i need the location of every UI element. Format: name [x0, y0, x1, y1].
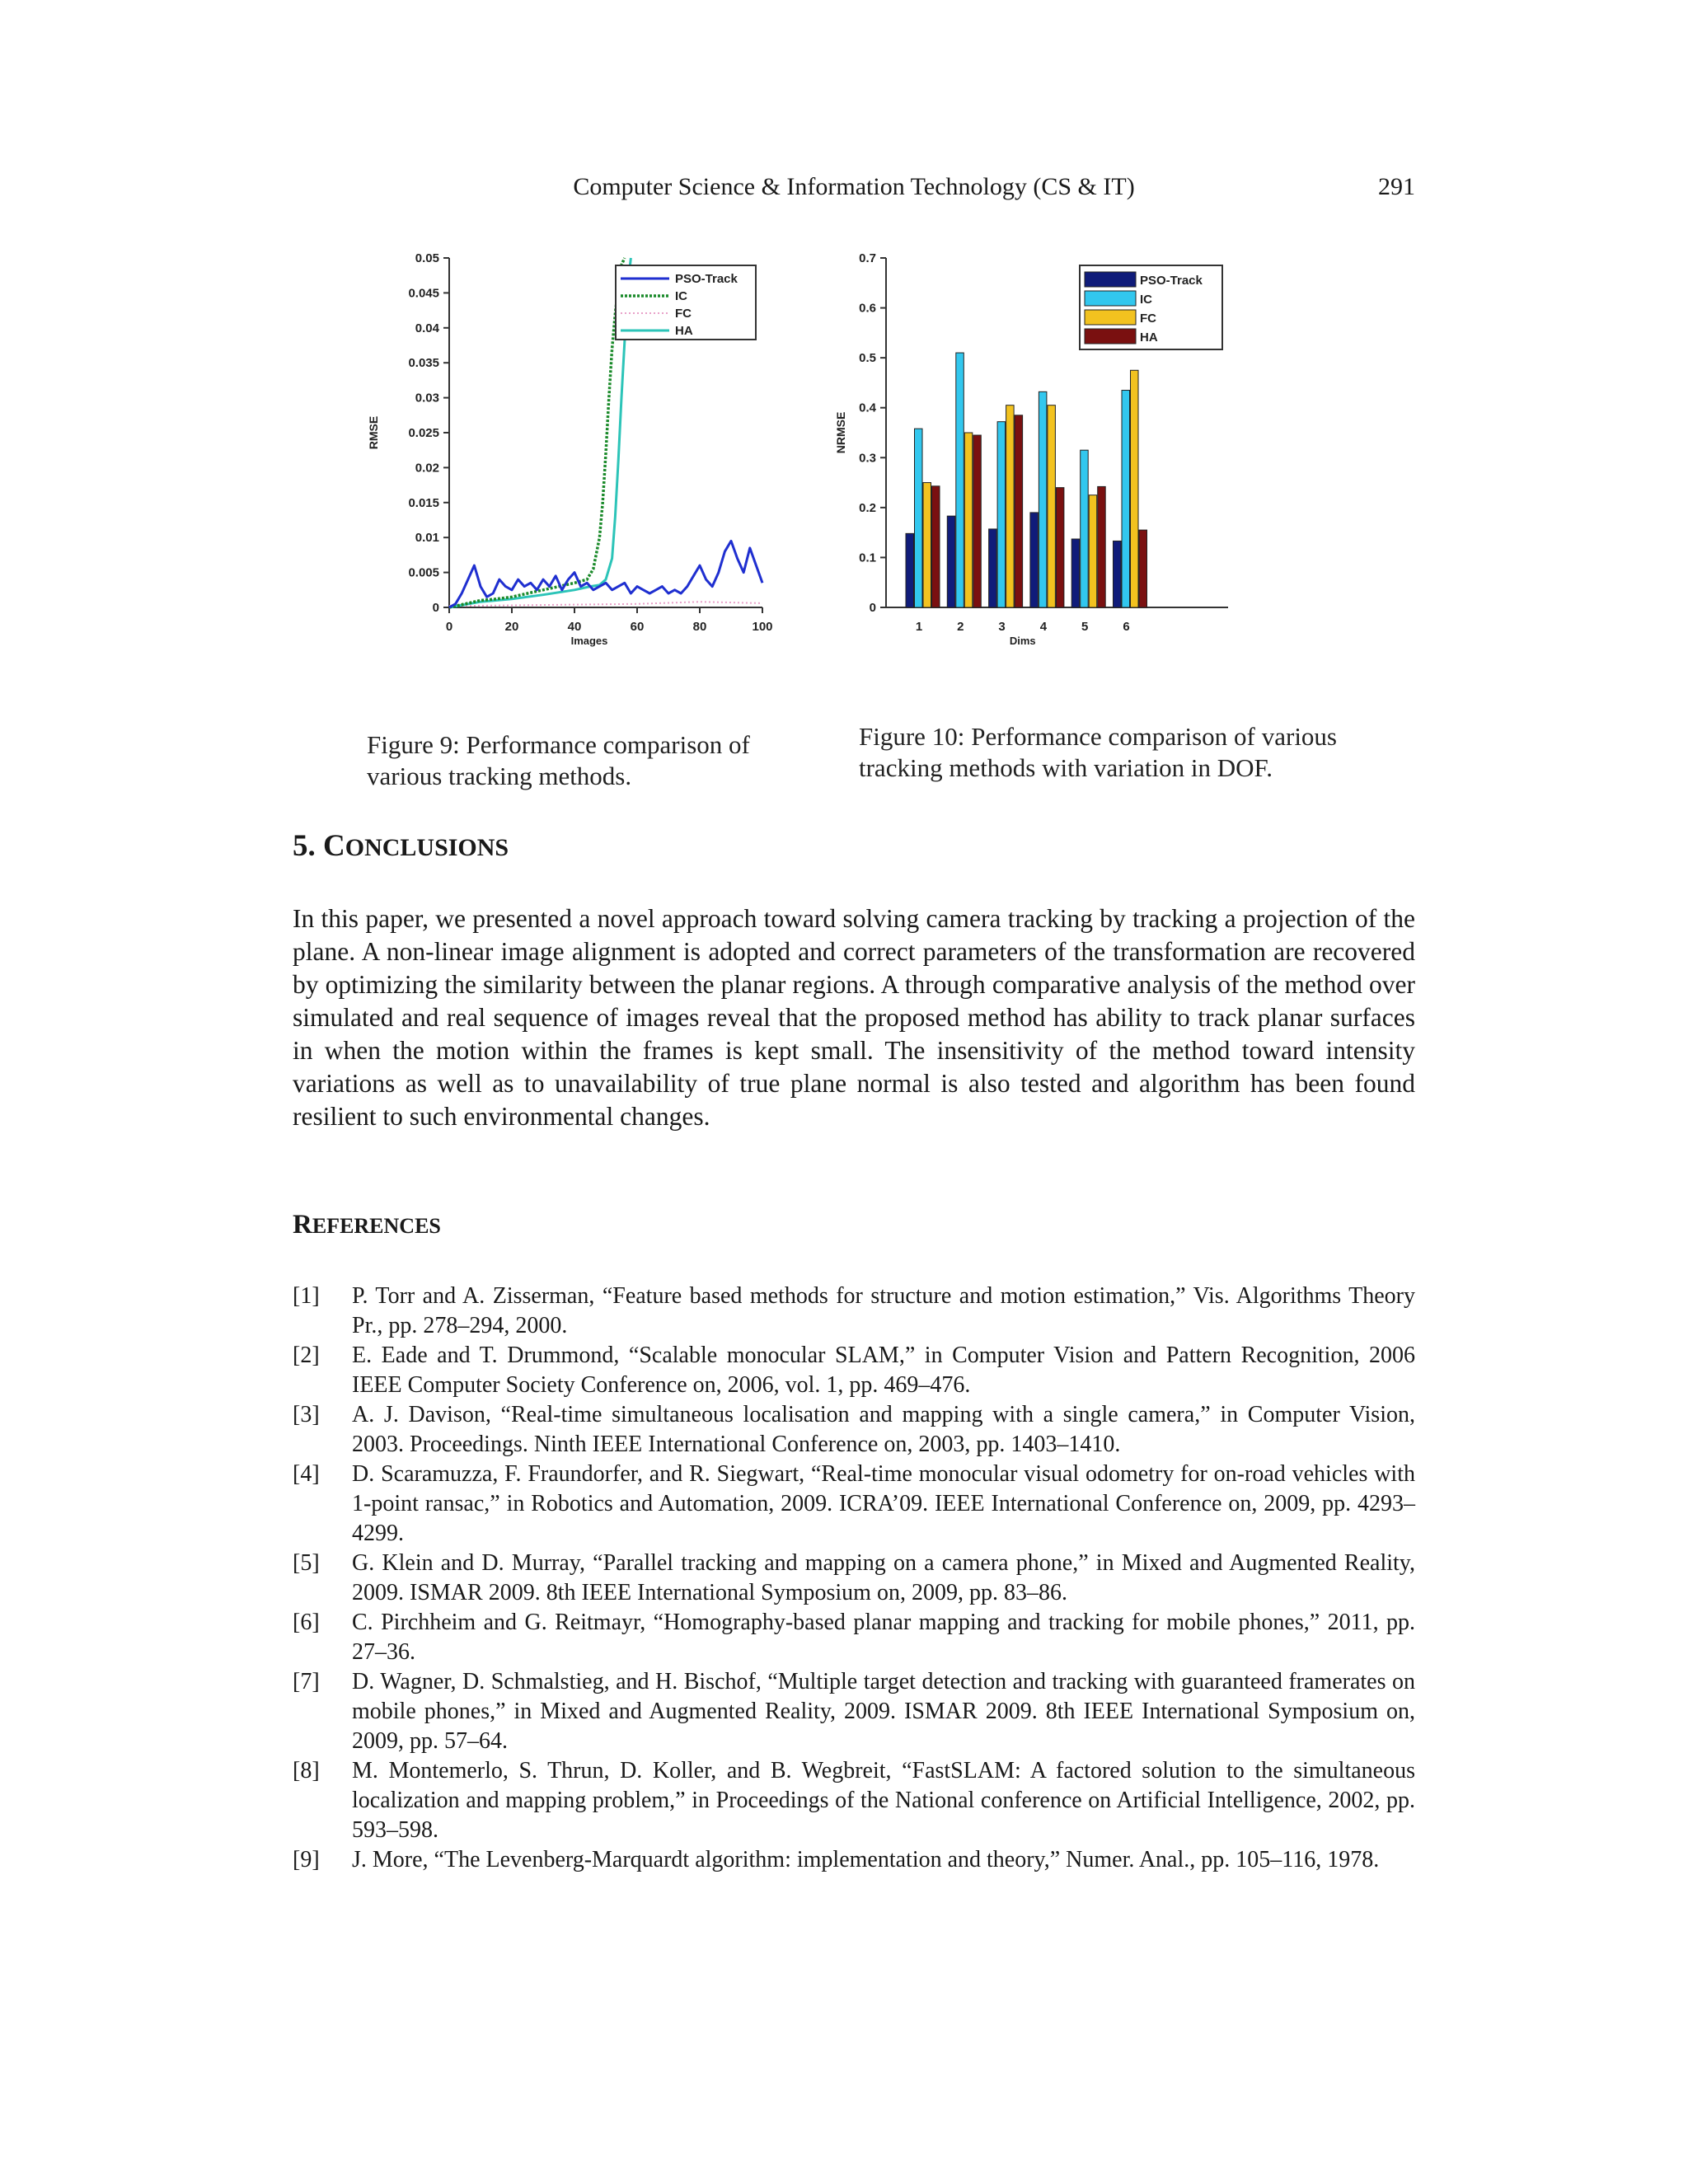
- section-heading: [293, 828, 509, 864]
- y-tick-label: 0.4: [859, 401, 876, 415]
- reference-number: [2]: [293, 1343, 320, 1368]
- y-tick-label: 0.05: [415, 251, 439, 265]
- legend-label: FC: [1140, 312, 1156, 326]
- bar-pso-track: [989, 529, 997, 607]
- bar-pso-track: [1071, 539, 1080, 607]
- references-list: [293, 1282, 1415, 1875]
- y-tick-label: 0.045: [408, 286, 439, 301]
- reference-text: P. Torr and A. Zisserman, “Feature based methods for structure and motion estimation,” Vis. Algorithms Theory Pr., pp. 278–294, 2000.: [352, 1283, 1415, 1338]
- bar-ha: [1098, 486, 1106, 607]
- x-tick-label: 0: [445, 620, 453, 634]
- x-tick-label: 60: [630, 620, 645, 634]
- bar-ha: [973, 435, 982, 607]
- x-tick-label: 40: [567, 620, 582, 634]
- legend-label: PSO-Track: [1140, 274, 1203, 288]
- series-line-fc: [449, 602, 762, 606]
- bar-ha: [1056, 488, 1064, 607]
- reference-number: [1]: [293, 1283, 320, 1309]
- y-tick-label: 0.1: [859, 551, 876, 565]
- bar-ic: [1039, 391, 1047, 607]
- series-line-pso-track: [449, 541, 762, 607]
- reference-item: [293, 1400, 1415, 1460]
- bar-fc: [923, 483, 931, 607]
- series-line-ic: [449, 258, 625, 607]
- x-tick-label: 5: [1081, 620, 1089, 634]
- reference-text: M. Montemerlo, S. Thrun, D. Koller, and B. Wegbreit, “FastSLAM: A factored solution to the simultaneous localization and mapping problem,” in Proceedings of the National conference on Artificial Intelligence, 2002, pp. 593–598.: [352, 1758, 1415, 1843]
- bar-pso-track: [947, 516, 955, 607]
- reference-number: [7]: [293, 1669, 320, 1694]
- x-tick-label: 80: [692, 620, 707, 634]
- x-tick-label: 100: [752, 620, 773, 634]
- bar-ic: [997, 422, 1006, 607]
- bar-fc: [1006, 405, 1015, 607]
- bar-fc: [964, 433, 973, 607]
- section-title-rest: ONCLUSIONS: [345, 834, 509, 861]
- legend-label: HA: [1140, 330, 1158, 344]
- legend-label: IC: [1140, 293, 1152, 307]
- y-tick-label: 0.005: [408, 565, 439, 580]
- reference-number: [8]: [293, 1758, 320, 1783]
- legend-swatch: [1085, 291, 1136, 306]
- bar-ic: [915, 429, 923, 607]
- page-number: 291: [1378, 173, 1415, 200]
- section-title-initial: C: [323, 829, 345, 863]
- references-title-rest: EFERENCES: [312, 1214, 441, 1238]
- reference-item: [293, 1460, 1415, 1549]
- figure-9-caption: Figure 9: Performance comparison of various tracking methods.: [367, 730, 750, 790]
- legend-label: HA: [675, 324, 693, 338]
- y-tick-label: 0.3: [859, 451, 876, 466]
- reference-number: [3]: [293, 1402, 320, 1427]
- figure-10-caption: Figure 10: Performance comparison of various tracking methods with variation in DOF.: [859, 722, 1337, 782]
- reference-number: [6]: [293, 1610, 320, 1635]
- reference-item: [293, 1549, 1415, 1608]
- bar-fc: [1131, 370, 1139, 607]
- journal-title: Computer Science & Information Technology (CS & IT): [573, 173, 1135, 200]
- bar-ha: [1015, 415, 1023, 607]
- bar-pso-track: [906, 533, 914, 607]
- y-tick-label: 0.6: [859, 301, 876, 316]
- reference-text: D. Wagner, D. Schmalstieg, and H. Bischof, “Multiple target detection and tracking with guaranteed framerates on mobile phones,” in Mixed and Augmented Reality, 2009. ISMAR 2009. 8th IEEE International Symposium on, 2009, pp. 57–64.: [352, 1669, 1415, 1754]
- reference-text: A. J. Davison, “Real-time simultaneous localisation and mapping with a single camera,” in Computer Vision, 2003. Proceedings. Ninth IEEE International Conference on, 2003, pp. 1403–1410.: [352, 1402, 1415, 1457]
- references-title-initial: R: [293, 1210, 312, 1240]
- x-tick-label: 20: [504, 620, 519, 634]
- x-tick-label: 2: [957, 620, 964, 634]
- series-line-ha: [449, 258, 631, 607]
- y-tick-label: 0.03: [415, 391, 439, 405]
- reference-text: C. Pirchheim and G. Reitmayr, “Homography-based planar mapping and tracking for mobile phones,” 2011, pp. 27–36.: [352, 1610, 1415, 1665]
- y-tick-label: 0: [432, 601, 439, 615]
- bar-fc: [1089, 495, 1097, 607]
- x-axis-label: Dims: [1009, 635, 1036, 647]
- x-tick-label: 3: [998, 620, 1006, 634]
- reference-item: [293, 1756, 1415, 1845]
- reference-text: G. Klein and D. Murray, “Parallel tracking and mapping on a camera phone,” in Mixed and Augmented Reality, 2009. ISMAR 2009. 8th IEEE International Symposium on, 2009, pp. 83–86.: [352, 1550, 1415, 1605]
- section-number: 5.: [293, 829, 316, 863]
- reference-text: J. More, “The Levenberg-Marquardt algorithm: implementation and theory,” Numer. Anal., pp. 105–116, 1978.: [352, 1847, 1380, 1872]
- x-tick-label: 4: [1039, 620, 1048, 634]
- bar-pso-track: [1030, 513, 1039, 607]
- reference-text: D. Scaramuzza, F. Fraundorfer, and R. Siegwart, “Real-time monocular visual odometry for on-road vehicles with 1-point ransac,” in Robotics and Automation, 2009. ICRA’09. IEEE International Conference on, 2009, pp. 4293–4299.: [352, 1461, 1415, 1546]
- y-axis-label: RMSE: [367, 415, 380, 450]
- reference-number: [9]: [293, 1847, 320, 1872]
- y-tick-label: 0: [869, 601, 876, 615]
- bar-ha: [932, 486, 940, 607]
- reference-number: [5]: [293, 1550, 320, 1576]
- x-tick-label: 1: [915, 620, 923, 634]
- y-tick-label: 0.035: [408, 356, 439, 371]
- figure-10-bar-chart: [812, 239, 1249, 668]
- reference-item: [293, 1667, 1415, 1756]
- y-tick-label: 0.025: [408, 426, 439, 440]
- x-axis-label: Images: [570, 635, 608, 647]
- y-tick-label: 0.04: [415, 321, 439, 335]
- reference-text: E. Eade and T. Drummond, “Scalable monocular SLAM,” in Computer Vision and Pattern Recognition, 2006 IEEE Computer Society Conference on, 2006, vol. 1, pp. 469–476.: [352, 1343, 1415, 1398]
- reference-item: [293, 1845, 1415, 1875]
- y-tick-label: 0.015: [408, 495, 439, 510]
- reference-item: [293, 1341, 1415, 1400]
- legend-swatch: [1085, 310, 1136, 325]
- bar-chart-svg: [812, 239, 1249, 668]
- bar-ic: [1081, 450, 1089, 607]
- y-tick-label: 0.2: [859, 500, 876, 515]
- legend-label: FC: [675, 307, 692, 321]
- conclusions-paragraph: In this paper, we presented a novel approach toward solving camera tracking by tracking a projection of the plane. A non-linear image alignment is adopted and correct parameters of the transformation are recovered by optimizing the similarity between the planar regions. A through comparative analysis of the method over simulated and real sequence of images reveal that the proposed method has ability to track planar surfaces in when the motion within the frames is kept small. The insensitivity of the method toward intensity variations as well as to unavailability of true plane normal is also tested and algorithm has been found resilient to such environmental changes.: [293, 904, 1415, 1131]
- line-chart-svg: [354, 239, 799, 668]
- bar-pso-track: [1114, 541, 1122, 607]
- legend-label: IC: [675, 289, 687, 303]
- x-tick-label: 6: [1123, 620, 1130, 634]
- y-tick-label: 0.7: [859, 251, 876, 265]
- bar-fc: [1048, 405, 1056, 607]
- references-heading: [293, 1210, 441, 1240]
- reference-item: [293, 1282, 1415, 1341]
- y-tick-label: 0.5: [859, 351, 876, 366]
- y-tick-label: 0.01: [415, 531, 439, 546]
- bar-ic: [956, 353, 964, 607]
- reference-number: [4]: [293, 1461, 320, 1487]
- legend-swatch: [1085, 272, 1136, 287]
- y-tick-label: 0.02: [415, 461, 439, 476]
- y-axis-label: NRMSE: [834, 411, 847, 454]
- page-header: [293, 173, 1415, 206]
- bar-ic: [1122, 391, 1130, 607]
- figure-9-line-chart: [354, 239, 799, 668]
- legend-label: PSO-Track: [675, 272, 738, 286]
- bar-ha: [1139, 530, 1147, 607]
- reference-item: [293, 1608, 1415, 1667]
- legend-swatch: [1085, 329, 1136, 344]
